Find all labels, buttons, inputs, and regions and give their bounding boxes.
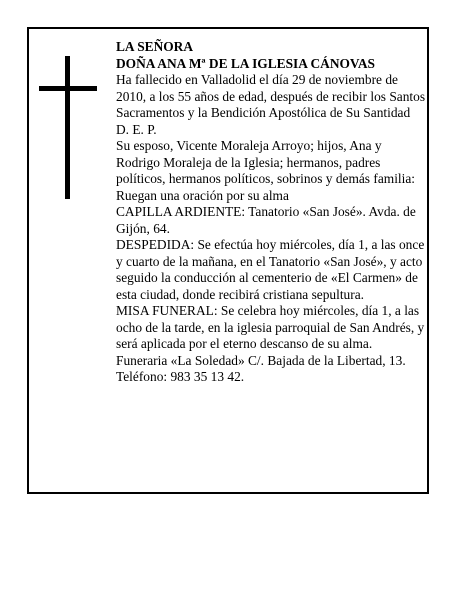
misa-funeral-paragraph: MISA FUNERAL: Se celebra hoy miércoles, día 1, a las ocho de la tarde, en la iglesia parroquial de San Andrés, y será aplicada por el eterno descanso de su alma. (116, 303, 425, 351)
notice-title: LA SEÑORA (116, 39, 194, 54)
despedida-paragraph: DESPEDIDA: Se efectúa hoy miércoles, día 1, a las once y cuarto de la mañana, en el Tanatorio «San José», y acto seguido la conducción al cementerio de «El Carmen» de esta ciudad, donde recibirá cristiana sepultura. (116, 237, 425, 302)
funeraria-info: Funeraria «La Soledad» C/. Bajada de la Libertad, 13. Teléfono: 983 35 13 42. (116, 352, 406, 384)
obituary-notice (27, 27, 429, 494)
death-announcement: Ha fallecido en Valladolid el día 29 de noviembre de 2010, a los 55 años de edad, después de recibir los Santos Sacramentos y la Bendición Apostólica de Su Santidad (116, 72, 426, 120)
cross-horizontal-bar (39, 86, 97, 91)
cross-vertical-bar (65, 56, 70, 199)
family-paragraph: Su esposo, Vicente Moraleja Arroyo; hijos, Ana y Rodrigo Moraleja de la Iglesia; hermanos, padres políticos, hermanos políticos, sobrinos y demás familia: Ruegan una oración por su alma (116, 138, 416, 203)
cross-icon (39, 56, 97, 199)
capilla-ardiente: CAPILLA ARDIENTE: Tanatorio «San José». Avda. de Gijón, 64. (116, 204, 416, 236)
deceased-name: DOÑA ANA Mª DE LA IGLESIA CÁNOVAS (116, 55, 375, 71)
notice-body (116, 39, 427, 386)
dep-line: D. E. P. (116, 121, 157, 137)
